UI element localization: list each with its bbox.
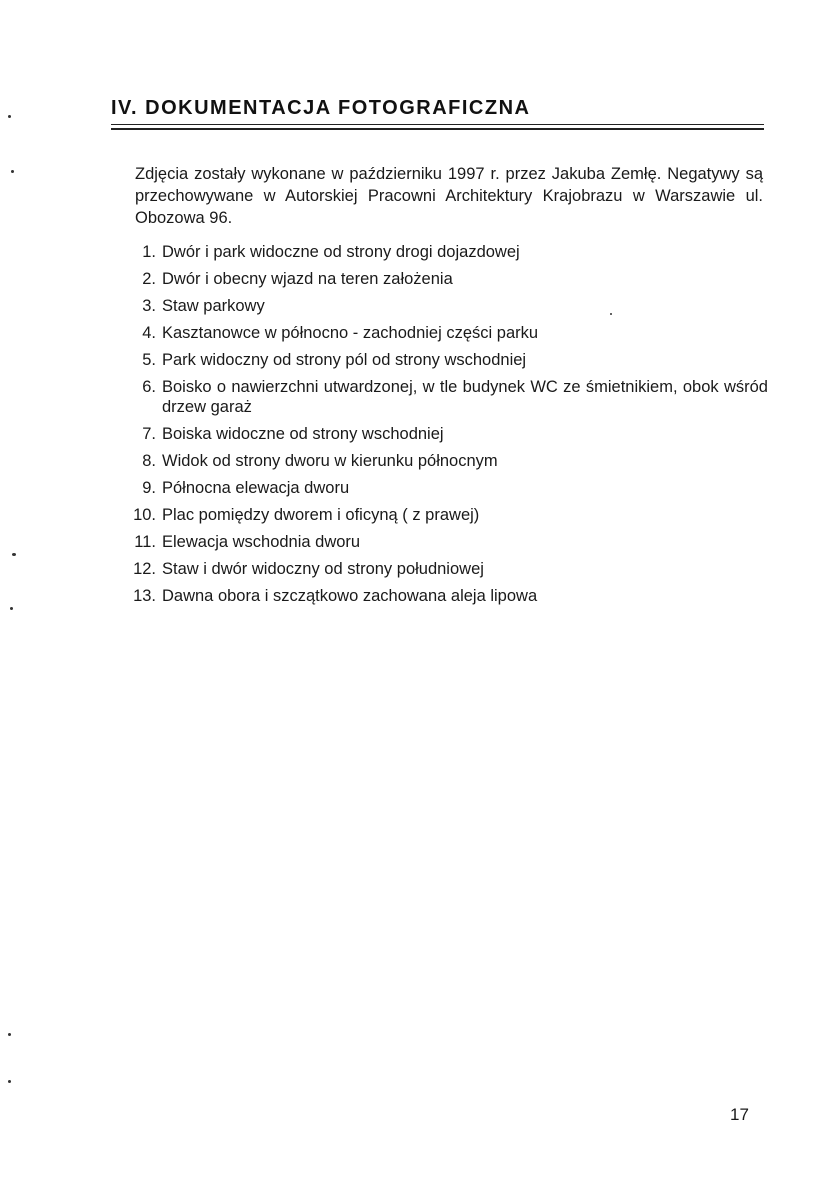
- list-item-text: Elewacja wschodnia dworu: [162, 533, 361, 551]
- list-item-text: Kasztanowce w północno - zachodniej części parku: [162, 324, 539, 342]
- list-item-number: 2.: [142, 270, 156, 288]
- section-heading: IV. DOKUMENTACJA FOTOGRAFICZNA: [111, 97, 531, 119]
- list-item-number: 8.: [142, 452, 156, 470]
- list-item-text: Dwór i park widoczne od strony drogi dojazdowej: [162, 243, 520, 261]
- list-item: [120, 505, 768, 525]
- scan-speck: [610, 313, 612, 315]
- list-item: [120, 559, 768, 579]
- list-item-number: 9.: [142, 479, 156, 497]
- list-item: [120, 424, 768, 444]
- list-item-number: 13.: [133, 587, 156, 605]
- list-item: [120, 451, 768, 471]
- list-item-text: Boisko o nawierzchni utwardzonej, w tle budynek WC ze śmietnikiem, obok wśród drzew garaż: [162, 378, 768, 416]
- list-item-number: 6.: [142, 378, 156, 396]
- list-item-number: 3.: [142, 297, 156, 315]
- list-item: [120, 242, 768, 262]
- list-item-number: 7.: [142, 425, 156, 443]
- list-item-number: 4.: [142, 324, 156, 342]
- scan-speck: [11, 170, 14, 173]
- list-item: [120, 350, 768, 370]
- list-item-number: 12.: [133, 560, 156, 578]
- list-item: [120, 377, 768, 417]
- list-item-text: Plac pomiędzy dworem i oficyną ( z prawej): [162, 506, 480, 524]
- list-item-text: Dawna obora i szczątkowo zachowana aleja lipowa: [162, 587, 538, 605]
- list-item-text: Widok od strony dworu w kierunku północnym: [162, 452, 498, 470]
- list-item: [120, 586, 768, 606]
- list-item-text: Północna elewacja dworu: [162, 479, 350, 497]
- list-item-text: Dwór i obecny wjazd na teren założenia: [162, 270, 453, 288]
- list-item-number: 1.: [142, 243, 156, 261]
- list-item: [120, 478, 768, 498]
- list-item-number: 5.: [142, 351, 156, 369]
- scan-speck: [8, 1080, 11, 1083]
- list-item-text: Park widoczny od strony pól od strony wschodniej: [162, 351, 527, 369]
- list-item: [120, 532, 768, 552]
- heading-rule-thick: [111, 128, 764, 130]
- list-item-text: Boiska widoczne od strony wschodniej: [162, 425, 444, 443]
- photo-list: [120, 242, 768, 613]
- list-item-number: 11.: [134, 533, 156, 551]
- list-item-number: 10.: [133, 506, 156, 524]
- page-number: 17: [730, 1105, 749, 1124]
- scan-speck: [10, 607, 13, 610]
- list-item: [120, 296, 768, 316]
- scan-speck: [8, 1033, 11, 1036]
- list-item: [120, 269, 768, 289]
- list-item-text: Staw parkowy: [162, 297, 265, 315]
- scan-speck: [8, 115, 11, 118]
- intro-paragraph: Zdjęcia zostały wykonane w październiku 1997 r. przez Jakuba Zemłę. Negatywy są przechowywane w Autorskiej Pracowni Architektury Krajobrazu w Warszawie ul. Obozowa 96.: [135, 164, 763, 227]
- scan-speck: [12, 553, 16, 556]
- list-item-text: Staw i dwór widoczny od strony południowej: [162, 560, 484, 578]
- list-item: [120, 323, 768, 343]
- heading-rule-thin: [111, 124, 764, 125]
